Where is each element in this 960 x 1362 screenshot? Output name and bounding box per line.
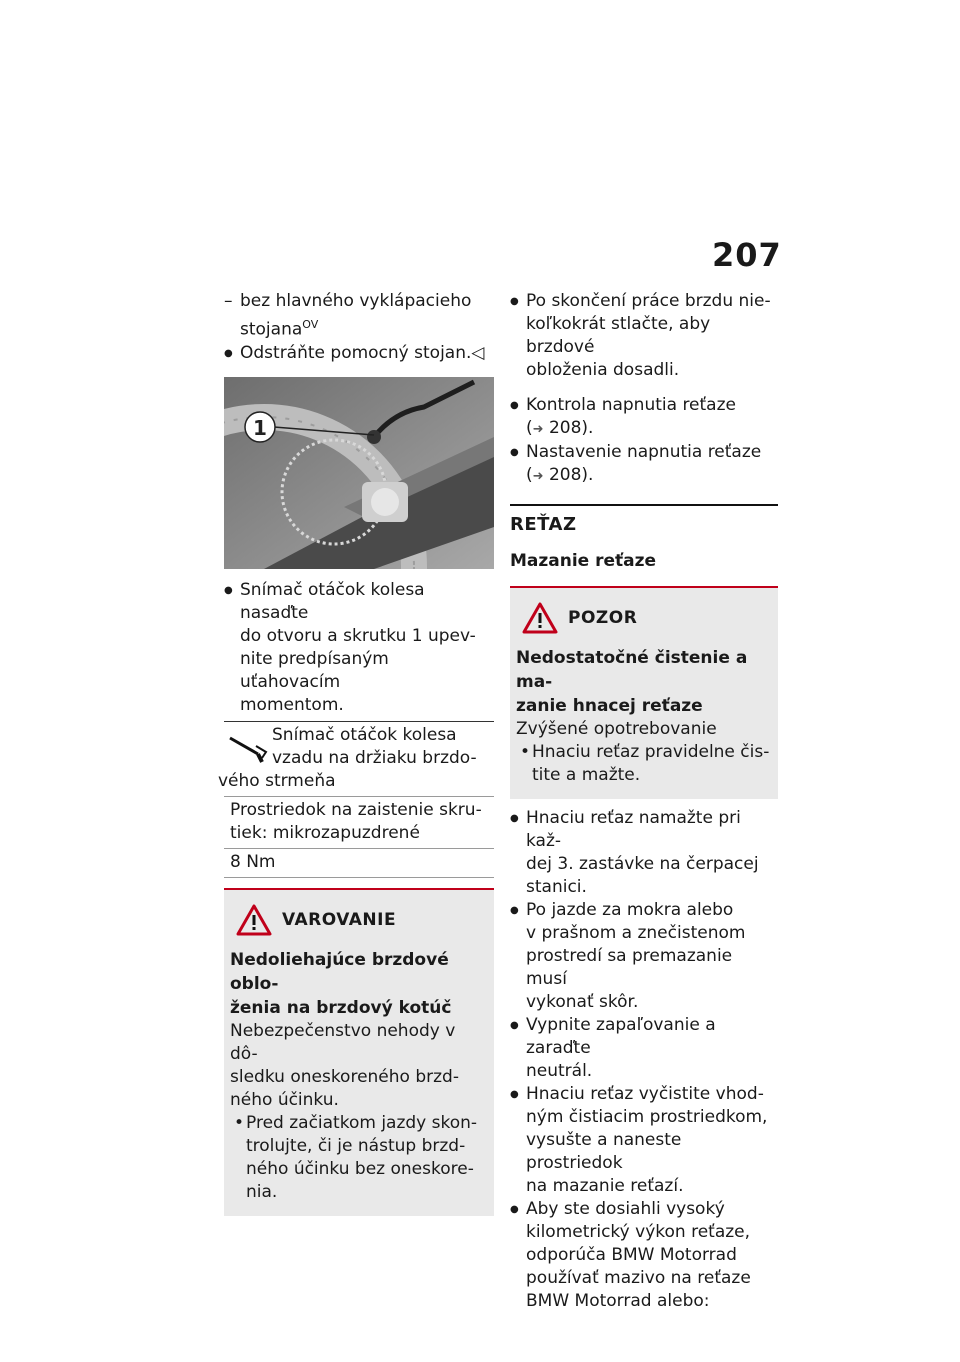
caution-title: Nedostatočné čistenie a ma- zanie hnacej reťaze bbox=[516, 648, 748, 716]
rear-wheel-sensor-photo bbox=[224, 377, 494, 569]
caution-header bbox=[516, 602, 770, 634]
warning-triangle-icon bbox=[522, 602, 558, 634]
torque-wrench-icon bbox=[226, 726, 268, 770]
right-column bbox=[510, 290, 778, 1313]
warning-box bbox=[224, 888, 494, 1216]
page-number: 207 bbox=[712, 236, 782, 274]
section-heading: REŤAZ bbox=[510, 514, 577, 535]
warning-text: Nebezpečenstvo nehody v dô- sledku oneskoreného brzd- ného účinku. bbox=[230, 1020, 459, 1110]
list-item: ● Hnaciu reťaz namažte pri kaž- dej 3. zastávke na čerpacej stanici. bbox=[510, 807, 778, 899]
list-item: ● Snímač otáčok kolesa nasaďte do otvoru a skrutku 1 upev- nite predpísaným uťahovacím momentom. bbox=[224, 579, 494, 717]
left-column bbox=[218, 290, 494, 1216]
caution-bullet: • Hnaciu reťaz pravidelne čis- tite a mažte. bbox=[516, 741, 770, 787]
spec-row: Prostriedok na zaistenie skru- tiek: mikrozapuzdrené bbox=[224, 797, 494, 849]
list-item: ● Po jazde za mokra alebo v prašnom a znečistenom prostredí sa premazanie musí vykonať skôr. bbox=[510, 899, 778, 1014]
arrow-right-icon: ➜ bbox=[532, 422, 544, 437]
list-item: ● Vypnite zapaľovanie a zaraďte neutrál. bbox=[510, 1014, 778, 1083]
list-item: ● Kontrola napnutia reťaze (➜ 208). bbox=[510, 394, 778, 441]
caution-box bbox=[510, 586, 778, 799]
page-link[interactable]: 208). bbox=[548, 465, 594, 485]
list-item: ● Po skončení práce brzdu nie- koľkokrát stlačte, aby brzdové obloženia dosadli. bbox=[510, 290, 778, 382]
list-item: ● Nastavenie napnutia reťaze (➜ 208). bbox=[510, 441, 778, 488]
warning-label: VAROVANIE bbox=[282, 909, 397, 930]
list-item: ● Hnaciu reťaz vyčistite vhod- ným čistiacim prostriedkom, vysušte a naneste prostriedok na mazanie reťazí. bbox=[510, 1083, 778, 1198]
subsection-heading: Mazanie reťaze bbox=[510, 551, 657, 571]
caution-label: POZOR bbox=[568, 608, 638, 628]
list-item: ● Odstráňte pomocný stojan.◁ bbox=[224, 342, 494, 365]
spec-row: Snímač otáčok kolesa vzadu na držiaku brzdo- vého strmeňa bbox=[224, 722, 494, 797]
warning-triangle-icon bbox=[236, 904, 272, 936]
torque-spec-table bbox=[218, 721, 494, 878]
list-item: – bez hlavného vyklápacieho bbox=[224, 290, 494, 313]
section-divider bbox=[510, 504, 778, 506]
list-item: ● Aby ste dosiahli vysoký kilometrický výkon reťaze, odporúča BMW Motorrad používať mazivo na reťaze BMW Motorrad alebo: bbox=[510, 1198, 778, 1313]
list-item-cont: stojana$^{OV}$ bbox=[240, 318, 319, 340]
page-link[interactable]: 208). bbox=[548, 418, 594, 438]
caution-text: Zvýšené opotrebovanie bbox=[516, 719, 717, 739]
spec-value: 8 Nm bbox=[224, 849, 494, 878]
warning-title: Nedoliehajúce brzdové oblo- ženia na brzdový kotúč bbox=[230, 949, 452, 1018]
arrow-right-icon: ➜ bbox=[532, 469, 544, 484]
callout-1: 1 bbox=[253, 415, 267, 440]
warning-header bbox=[230, 904, 486, 936]
warning-bullet: • Pred začiatkom jazdy skon- trolujte, či je nástup brzd- ného účinku bez oneskore- nia. bbox=[230, 1112, 486, 1204]
